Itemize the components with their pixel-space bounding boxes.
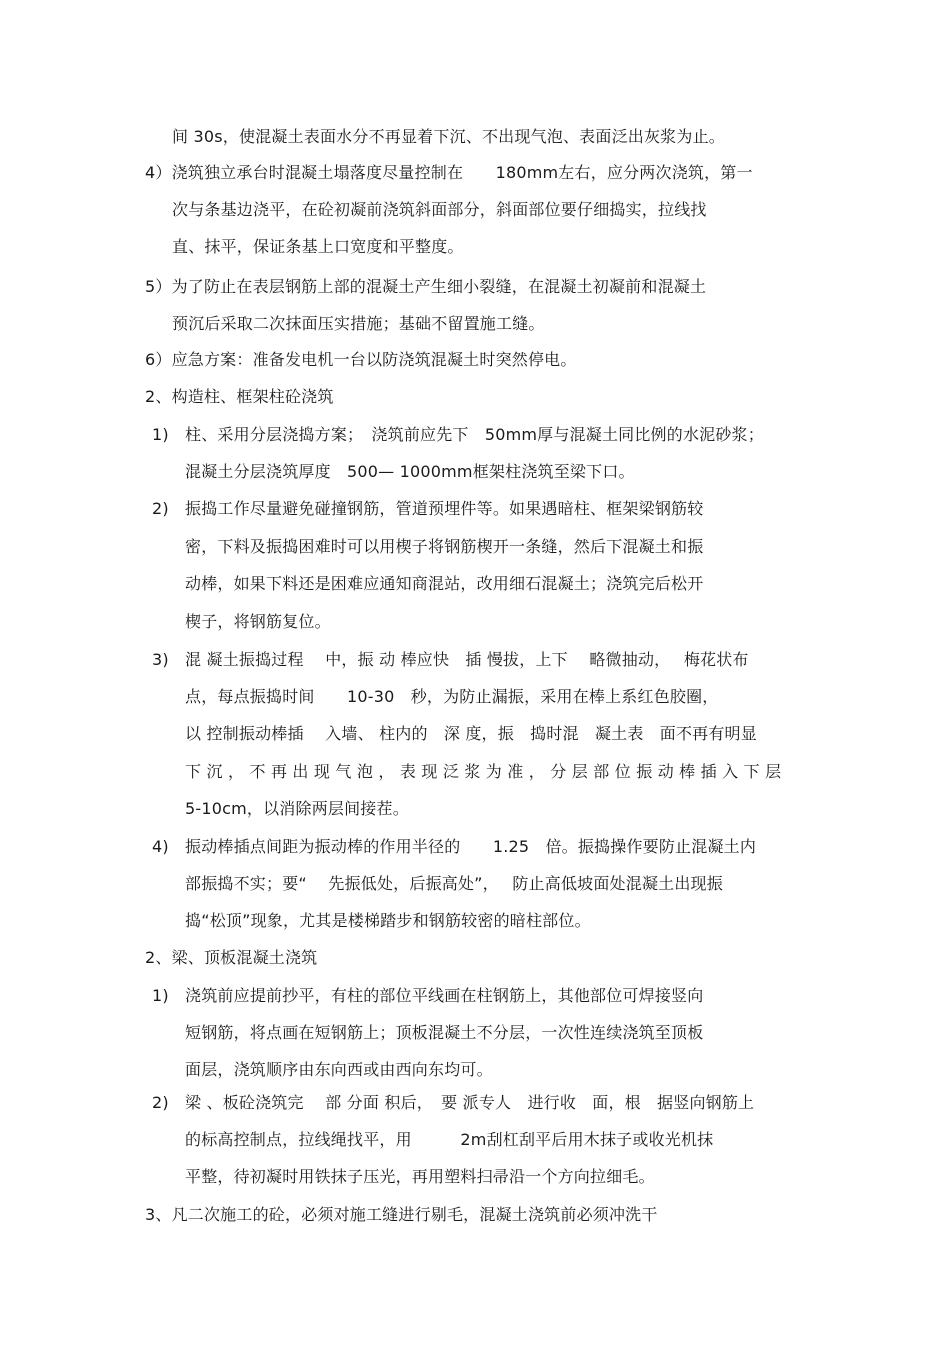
text-line: 面层，浇筑顺序由东向西或由西向东均可。 — [185, 1060, 493, 1079]
text-line: 4) 振动棒插点间距为振动棒的作用半径的 1.25 倍。振捣操作要防止混凝土内 — [152, 837, 757, 856]
text-line: 动棒，如果下料还是困难应通知商混站，改用细石混凝土；浇筑完后松开 — [185, 574, 704, 593]
text-line: 5）为了防止在表层钢筋上部的混凝土产生细小裂缝，在混凝土初凝前和混凝土 — [145, 277, 707, 296]
text-line: 次与条基边浇平，在砼初凝前浇筑斜面部分，斜面部位要仔细捣实，拉线找 — [172, 200, 707, 219]
text-line: 短钢筋，将点画在短钢筋上；顶板混凝土不分层，一次性连续浇筑至顶板 — [185, 1023, 704, 1042]
text-line: 下 沉 ， 不 再 出 现 气 泡 ， 表 现 泛 浆 为 准 ， 分 层 部 位 振 动 棒 插 入 下 层 — [185, 762, 782, 781]
section-heading: 2、梁、顶板混凝土浇筑 — [145, 948, 318, 967]
section-heading: 3、凡二次施工的砼，必须对施工缝进行剔毛，混凝土浇筑前必须冲洗干 — [145, 1205, 658, 1224]
text-line: 混凝土分层浇筑厚度 500— 1000mm框架柱浇筑至梁下口。 — [185, 462, 635, 481]
text-line: 2) 梁 、板砼浇筑完 部 分面 积后， 要 派专人 进行收 面，根 据竖向钢筋上 — [152, 1093, 755, 1112]
section-heading: 2、构造柱、框架柱砼浇筑 — [145, 387, 334, 406]
text-line: 部振捣不实；要“ 先振低处，后振高处”， 防止高低坡面处混凝土出现振 — [185, 874, 723, 893]
text-line: 1) 浇筑前应提前抄平，有柱的部位平线画在柱钢筋上，其他部位可焊接竖向 — [152, 986, 704, 1005]
text-line: 间 30s，使混凝土表面水分不再显着下沉、不出现气泡、表面泛出灰浆为止。 — [172, 127, 725, 146]
text-line: 1) 柱、采用分层浇捣方案； 浇筑前应先下 50mm厚与混凝土同比例的水泥砂浆； — [152, 425, 764, 444]
text-line: 3) 混 凝土振捣过程 中，振 动 棒应快 插 慢拔，上下 略微抽动， 梅花状布 — [152, 650, 749, 669]
text-line: 的标高控制点，拉线绳找平，用 2m刮杠刮平后用木抹子或收光机抹 — [185, 1130, 714, 1149]
text-line: 密，下料及振捣困难时可以用楔子将钢筋楔开一条缝，然后下混凝土和振 — [185, 537, 704, 556]
text-line: 点，每点振捣时间 10-30 秒，为防止漏振，采用在棒上系红色胶圈， — [185, 687, 719, 706]
text-line: 2) 振捣工作尽量避免碰撞钢筋，管道预埋件等。如果遇暗柱、框架梁钢筋较 — [152, 499, 704, 518]
text-line: 5-10cm，以消除两层间接茬。 — [185, 799, 409, 818]
text-line: 6）应急方案：准备发电机一台以防浇筑混凝土时突然停电。 — [145, 350, 577, 369]
text-line: 楔子，将钢筋复位。 — [185, 612, 331, 631]
text-line: 捣“松顶”现象，尤其是楼梯踏步和钢筋较密的暗柱部位。 — [185, 911, 591, 930]
text-line: 平整，待初凝时用铁抹子压光，再用塑料扫帚沿一个方向拉细毛。 — [185, 1167, 655, 1186]
text-line: 4）浇筑独立承台时混凝土塌落度尽量控制在 180mm左右，应分两次浇筑，第一 — [145, 163, 753, 182]
text-line: 预沉后采取二次抹面压实措施；基础不留置施工缝。 — [172, 314, 545, 333]
text-line: 以 控制振动棒插 入墙、 柱内的 深 度，振 捣时混 凝土表 面不再有明显 — [185, 724, 757, 743]
text-line: 直、抹平，保证条基上口宽度和平整度。 — [172, 237, 464, 256]
